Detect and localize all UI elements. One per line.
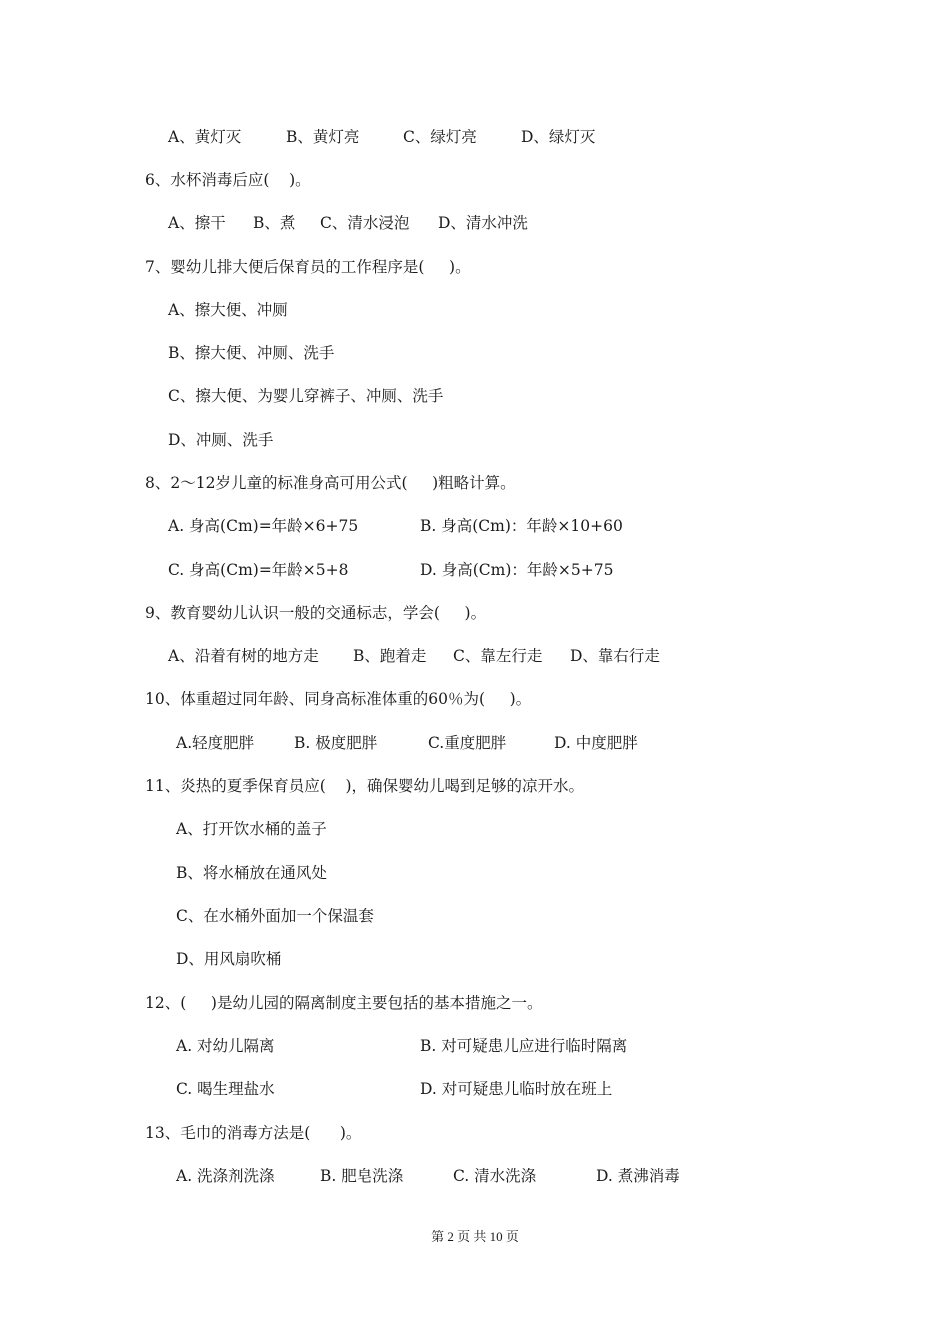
q11-option-b: B、将水桶放在通风处 [176, 864, 327, 882]
q10-stem: 10、体重超过同年龄、同身高标准体重的60％为( )。 [145, 690, 532, 708]
q8-stem: 8、2～12岁儿童的标准身高可用公式( )粗略计算。 [145, 474, 516, 492]
page-number-footer: 第 2 页 共 10 页 [431, 1229, 519, 1244]
q10-option-a: A.轻度肥胖 [176, 734, 255, 752]
q12-option-b: B. 对可疑患儿应进行临时隔离 [420, 1037, 628, 1055]
q6-option-b: B、煮 [253, 214, 296, 232]
q11-option-a: A、打开饮水桶的盖子 [176, 820, 327, 838]
q13-stem: 13、毛巾的消毒方法是( )。 [145, 1124, 362, 1142]
q12-option-a: A. 对幼儿隔离 [176, 1037, 275, 1055]
q12-option-c: C. 喝生理盐水 [176, 1080, 275, 1098]
q7-option-c: C、擦大便、为婴儿穿裤子、冲厕、洗手 [168, 387, 444, 405]
q10-option-b: B. 极度肥胖 [294, 734, 378, 752]
q8-option-d: D. 身高(Cm)：年龄×5+75 [420, 561, 614, 579]
q6-option-c: C、清水浸泡 [320, 214, 410, 232]
q13-option-b: B. 肥皂洗涤 [320, 1167, 404, 1185]
q11-stem: 11、炎热的夏季保育员应( )，确保婴幼儿喝到足够的凉开水。 [145, 777, 585, 795]
q6-option-a: A、擦干 [168, 214, 226, 232]
q8-option-b: B. 身高(Cm)：年龄×10+60 [420, 517, 623, 535]
q9-option-c: C、靠左行走 [453, 647, 543, 665]
q9-option-d: D、靠右行走 [570, 647, 660, 665]
q10-option-d: D. 中度肥胖 [554, 734, 638, 752]
q7-option-d: D、冲厕、洗手 [168, 431, 274, 449]
q7-option-a: A、擦大便、冲厕 [168, 301, 288, 319]
q9-stem: 9、教育婴幼儿认识一般的交通标志，学会( )。 [145, 604, 487, 622]
q10-option-c: C.重度肥胖 [428, 734, 507, 752]
q13-option-d: D. 煮沸消毒 [596, 1167, 680, 1185]
q12-stem: 12、( )是幼儿园的隔离制度主要包括的基本措施之一。 [145, 994, 543, 1012]
q7-option-b: B、擦大便、冲厕、洗手 [168, 344, 335, 362]
q9-option-a: A、沿着有树的地方走 [168, 647, 319, 665]
q11-option-d: D、用风扇吹桶 [176, 950, 282, 968]
q13-option-c: C. 清水洗涤 [453, 1167, 537, 1185]
q9-option-b: B、跑着走 [353, 647, 427, 665]
q13-option-a: A. 洗涤剂洗涤 [176, 1167, 275, 1185]
q6-option-d: D、清水冲洗 [438, 214, 528, 232]
q5-option-b: B、黄灯亮 [286, 128, 360, 146]
q8-option-a: A. 身高(Cm)=年龄×6+75 [168, 517, 359, 535]
q7-stem: 7、婴幼儿排大便后保育员的工作程序是( )。 [145, 258, 471, 276]
q6-stem: 6、水杯消毒后应( )。 [145, 171, 311, 189]
q12-option-d: D. 对可疑患儿临时放在班上 [420, 1080, 613, 1098]
q11-option-c: C、在水桶外面加一个保温套 [176, 907, 374, 925]
q5-option-a: A、黄灯灭 [168, 128, 242, 146]
q5-option-d: D、绿灯灭 [521, 128, 596, 146]
q5-option-c: C、绿灯亮 [403, 128, 477, 146]
q8-option-c: C. 身高(Cm)=年龄×5+8 [168, 561, 349, 579]
